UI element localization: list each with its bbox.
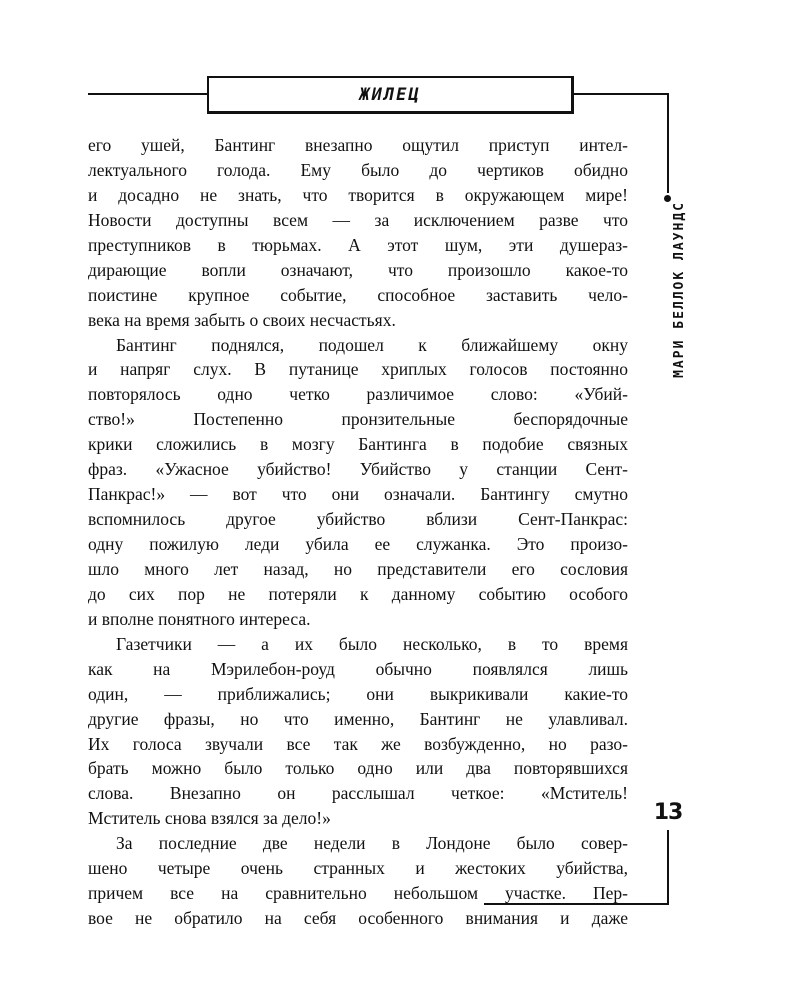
text-line: Мститель снова взялся за дело!»	[88, 808, 331, 829]
text-line: и вполне понятного интереса.	[88, 608, 311, 629]
text-line: до сих пор не потеряли к данному событию особого	[88, 583, 628, 604]
text-line: и досадно не знать, что творится в окружающем мире!	[88, 184, 628, 205]
text-line: Газетчики — а их было несколько, в то время	[116, 633, 628, 654]
body-text	[88, 133, 628, 931]
running-title: ЖИЛЕЦ	[359, 84, 421, 105]
side-author-label	[668, 201, 690, 378]
running-title-box	[207, 76, 574, 114]
text-line: За последние две недели в Лондоне было совер-	[116, 833, 628, 854]
text-line: вспомнилось другое убийство вблизи Сент-Панкрас:	[88, 509, 628, 530]
text-line: повторялось одно четко различимое слово: «Убий-	[88, 384, 628, 405]
text-line: Бантинг поднялся, подошел к ближайшему окну	[116, 334, 628, 355]
text-line: вое не обратило на себя особенного внимания и даже	[88, 908, 628, 929]
text-line: фраз. «Ужасное убийство! Убийство у станции Сент-	[88, 459, 628, 480]
text-line: как на Мэрилебон-роуд обычно появлялся лишь	[88, 658, 628, 679]
text-line: и напряг слух. В путанице хриплых голосов постоянно	[88, 359, 628, 380]
text-line: один, — приближались; они выкрикивали какие-то	[88, 683, 628, 704]
side-author-text: МАРИ БЕЛЛОК ЛАУНДС	[671, 201, 687, 378]
header-rule-left	[88, 93, 208, 95]
text-line: лектуального голода. Ему было до чертиков обидно	[88, 159, 628, 180]
text-line: ство!» Постепенно пронзительные беспорядочные	[88, 409, 628, 430]
text-line: Панкрас!» — вот что они означали. Бантингу смутно	[88, 484, 628, 505]
page-number: 13	[653, 800, 683, 825]
margin-rule-top	[667, 93, 669, 193]
text-line: шено четыре очень странных и жестоких убийства,	[88, 858, 628, 879]
margin-dot-ornament	[664, 195, 671, 202]
text-line: брать можно было только одно или два повторявшихся	[88, 758, 628, 779]
text-line: его ушей, Бантинг внезапно ощутил приступ интел-	[88, 135, 628, 155]
text-line: другие фразы, но что именно, Бантинг не улавливал.	[88, 708, 628, 729]
text-line: поистине крупное событие, способное заставить чело-	[88, 284, 628, 305]
text-line: шло много лет назад, но представители его сословия	[88, 558, 628, 579]
text-line: преступников в тюрьмах. А этот шум, эти душераз-	[88, 234, 628, 255]
text-line: слова. Внезапно он расслышал четкое: «Мститель!	[88, 783, 628, 804]
header-rule-right	[572, 93, 669, 95]
text-line: одну пожилую леди убила ее служанка. Это произо-	[88, 534, 628, 554]
margin-rule-bottom	[667, 830, 669, 905]
text-line: века на время забыть о своих несчастьях.	[88, 309, 396, 330]
text-line: Новости доступны всем — за исключением разве что	[88, 209, 628, 230]
text-line: причем все на сравнительно небольшом участке. Пер-	[88, 883, 628, 904]
text-line: дирающие вопли означают, что произошло какое-то	[88, 259, 628, 280]
text-line: крики сложились в мозгу Бантинга в подобие связных	[88, 434, 628, 455]
text-line: Их голоса звучали все так же возбужденно, но разо-	[88, 733, 628, 754]
